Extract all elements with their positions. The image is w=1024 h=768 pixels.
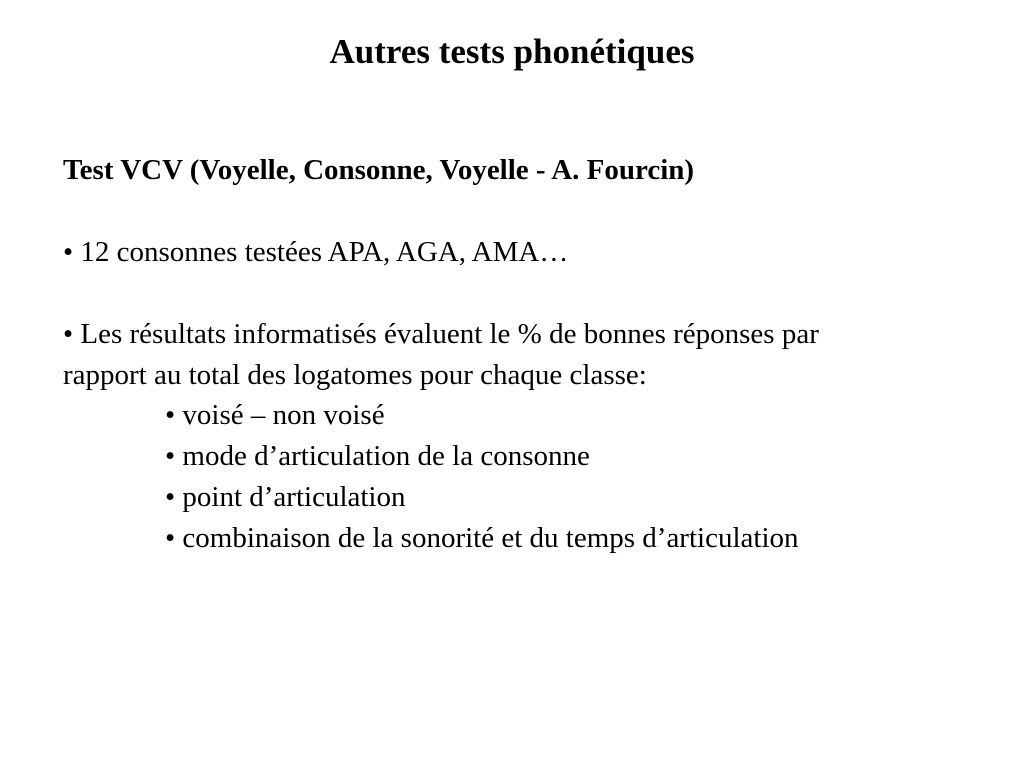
sub-item-voicing: • voisé – non voisé bbox=[165, 399, 385, 431]
sub-item-place: • point d’articulation bbox=[165, 481, 406, 513]
slide-title: Autres tests phonétiques bbox=[329, 32, 695, 71]
sub-item-combination: • combinaison de la sonorité et du temps d’articulation bbox=[165, 522, 799, 554]
bullet-consonants: • 12 consonnes testées APA, AGA, AMA… bbox=[63, 236, 569, 268]
bullet-results-line-1: • Les résultats informatisés évaluent le % de bonnes réponses par bbox=[63, 318, 819, 350]
bullet-results-line-2: rapport au total des logatomes pour chaque classe: bbox=[63, 359, 647, 391]
test-heading: Test VCV (Voyelle, Consonne, Voyelle - A. Fourcin) bbox=[63, 154, 695, 186]
sub-item-manner: • mode d’articulation de la consonne bbox=[165, 440, 590, 472]
